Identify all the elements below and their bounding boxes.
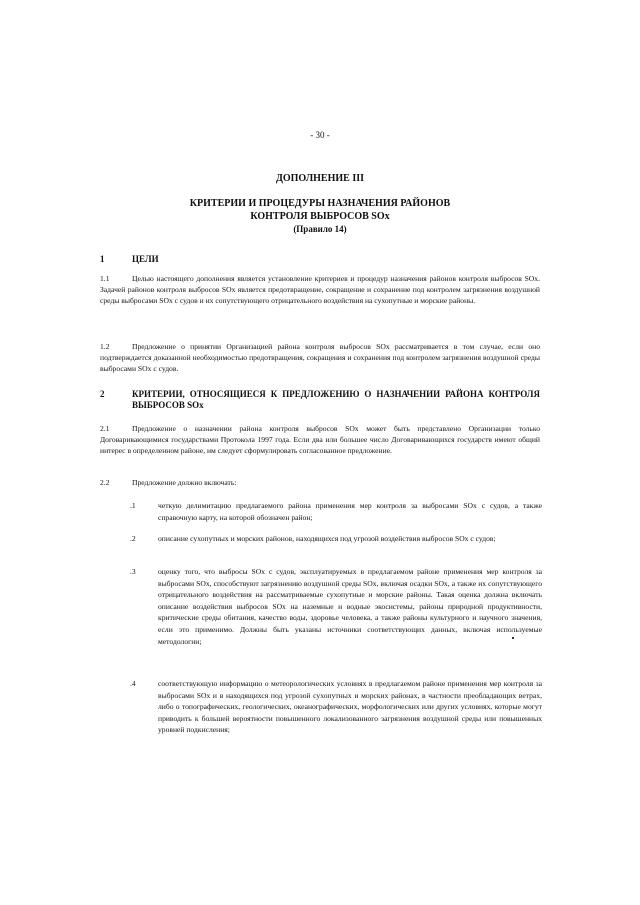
- paragraph-text: Предложение должно включать:: [132, 478, 237, 487]
- paragraph-number: 1.1: [100, 274, 110, 283]
- paragraph-text: Предложение о принятии Организацией района контроля выбросов SOx рассматривается в том случае, если оно подтверждается доказанной необходимостью предотвращения, сокращения и сохранения под контролем загрязнения воздушной среды выбросами SOx с судов.: [100, 342, 540, 374]
- list-item-4: [130, 678, 542, 736]
- paragraph-text: Целью настоящего дополнения является установление критериев и процедур назначения районов контроля выбросов SOx. Задачей районов контроля выбросов SOx является предотвращение, сокращение и сохранение под контролем загрязнения воздушной среды выбросами SOx с судов и их сопутствующего отрицательного воздействия на сухопутные и морские районы.: [100, 274, 540, 306]
- list-item-number: .4: [130, 679, 136, 688]
- section-title: КРИТЕРИИ, ОТНОСЯЩИЕСЯ К ПРЕДЛОЖЕНИЮ О НАЗНАЧЕНИИ РАЙОНА КОНТРОЛЯ ВЫБРОСОВ SOx: [132, 389, 540, 410]
- paragraph-1-1: [100, 273, 540, 307]
- list-item-text: оценку того, что выбросы SOx с судов, эксплуатируемых в предлагаемом районе применения мер контроля за выбросами SOx, способствуют загрязнению воздушной среды SOx, включая осадки SOx, а также их сопутствующего отрицательного воздействия на рассматриваемые сухопутные и морские районы. Такая оценка должна включать описание воздействия выбросов SOx на наземные и водные экосистемы, районы природной продуктивности, критические среды обитания, качество воды, здоровье человека, а также районы культурного и научного значения, если это применимо. Должны быть указаны источники соответствующих данных, включая используемые методологии;: [158, 567, 542, 646]
- paragraph-text: Предложение о назначении района контроля выбросов SOx может быть представлено Организации только Договаривающимися государствами Протокола 1997 года. Если два или большее число Договаривающихся государств имеют общий интерес в определенном районе, им следует сформулировать согласованное предложение.: [100, 424, 540, 456]
- list-item-text: описание сухопутных и морских районов, находящихся под угрозой воздействия выбросов SOx с судов;: [158, 534, 496, 543]
- list-item-number: .2: [130, 534, 136, 543]
- annex-title: ДОПОЛНЕНИЕ III: [275, 173, 365, 184]
- paragraph-number: 2.2: [100, 478, 110, 487]
- paragraph-2-2: [100, 477, 540, 488]
- section-number: 1: [100, 254, 105, 264]
- list-item-2: [130, 533, 542, 545]
- list-item-text: соответствующую информацию о метеорологических условиях в предлагаемом районе применения мер контроля за выбросами SOx и в находящихся под угрозой сухопутных и морских районах, в частности преобладающих ветрах, либо о топографических, геологических, океанографических, морфологических или других условиях, которые могут приводить к большей вероятности повышенного локализованного загрязнения воздушной среды или повышенных уровней подкисления;: [158, 679, 542, 735]
- title-rule-ref: (Правило 14): [293, 224, 347, 234]
- paragraph-2-1: [100, 423, 540, 457]
- scan-speck: [512, 637, 514, 639]
- list-item-number: .3: [130, 567, 136, 576]
- page-number: - 30 -: [310, 130, 330, 140]
- title-line-2: КОНТРОЛЯ ВЫБРОСОВ SOx: [250, 211, 390, 222]
- paragraph-number: 1.2: [100, 342, 110, 351]
- section-number: 2: [100, 389, 105, 399]
- paragraph-1-2: [100, 341, 540, 375]
- list-item-number: .1: [130, 501, 136, 510]
- list-item-text: четкую делимитацию предлагаемого района применения мер контроля за выбросами SOx с судов, а также справочную карту, на которой обозначен район;: [158, 501, 542, 522]
- document-title: [0, 197, 640, 236]
- paragraph-number: 2.1: [100, 424, 110, 433]
- title-line-1: КРИТЕРИИ И ПРОЦЕДУРЫ НАЗНАЧЕНИЯ РАЙОНОВ: [189, 198, 451, 209]
- list-item-1: [130, 500, 542, 523]
- section-title: ЦЕЛИ: [132, 254, 159, 264]
- list-item-3: [130, 566, 542, 647]
